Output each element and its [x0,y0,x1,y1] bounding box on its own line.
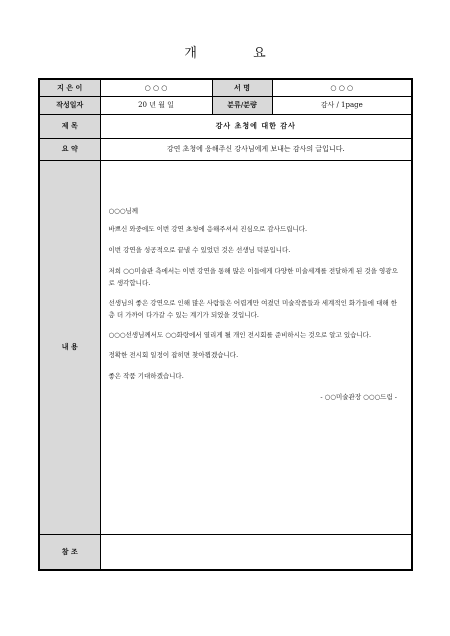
subject-value: 강사 초청에 대한 감사 [100,114,412,138]
author-value: ○ ○ ○ [100,79,212,96]
overview-form [38,78,413,571]
signature-value: ○ ○ ○ [272,79,412,96]
author-row [39,79,412,96]
content-paragraph: 좋은 작품 기대하겠습니다. [108,371,184,380]
subject-label: 제 목 [39,114,100,138]
category-label: 분류/분량 [212,96,272,114]
summary-value: 강연 초청에 응해주신 강사님에게 보내는 감사의 글입니다. [100,138,412,160]
content-label: 내 용 [39,160,100,534]
closing-signature: - ○○미술관장 ○○○드림 - [320,392,397,401]
document-title: 개 요 [184,46,292,61]
date-label: 작성일자 [39,96,100,114]
content-body [100,160,412,534]
content-paragraph: ○○○선생님께서도 ○○화랑에서 열리게 될 개인 전시회를 준비하시는 것으로 알고 있습니다. [108,330,372,339]
date-row [39,96,412,114]
content-paragraph: 정확한 전시회 일정이 잡히면 찾아뵙겠습니다. [108,350,239,359]
content-paragraph: 바쁘신 와중에도 이번 강연 초청에 응해주셔서 진심으로 감사드립니다. [108,224,308,233]
subject-row [39,114,412,138]
reference-row [39,534,412,570]
date-value: 20 년 월 일 [100,96,212,114]
summary-label: 요 약 [39,138,100,160]
content-paragraph: 저희 ○○미술관 측에서는 이번 강연을 통해 많은 이들에게 다양한 미술세계를 전달하게 된 것을 영광으로 생각합니다. [108,266,398,287]
content-paragraph: 선생님의 좋은 강연으로 인해 많은 사람들은 어렵게만 여겼던 미술작품들과 세계적인 화가들에 대해 한층 더 가까이 다가갈 수 있는 계기가 되었을 것입니다. [108,298,398,319]
summary-row [39,138,412,160]
content-row [39,160,412,534]
salutation: ○○○님께 [108,206,139,215]
reference-value [100,534,412,570]
signature-label: 서 명 [212,79,272,96]
content-paragraph: 이번 강연을 성공적으로 끝낼 수 있었던 것은 선생님 덕분입니다. [108,245,291,254]
reference-label: 참 조 [39,534,100,570]
category-value: 감사 / 1page [272,96,412,114]
author-label: 지 은 이 [39,79,100,96]
